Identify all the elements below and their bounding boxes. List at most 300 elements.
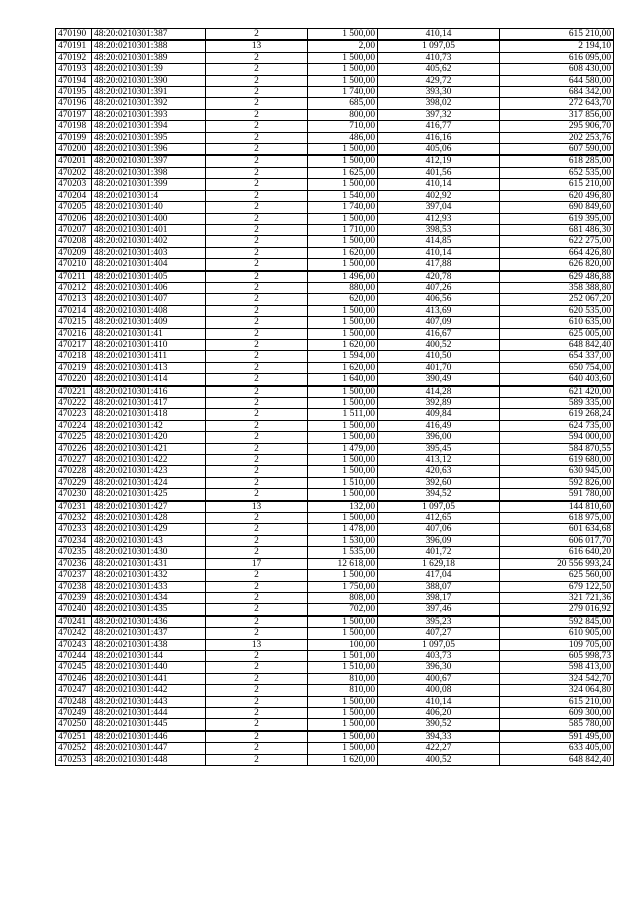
unit-value-cell: 410,14 <box>378 179 500 190</box>
cadastral-number-cell: 48:20:0210301:429 <box>92 524 206 535</box>
unit-value-cell: 390,52 <box>378 719 500 731</box>
cadastral-number-cell: 48:20:0210301:447 <box>92 743 206 754</box>
cadastral-number-cell: 48:20:0210301:407 <box>92 294 206 305</box>
row-number-cell: 470220 <box>56 374 92 386</box>
cadastral-value-cell: 615 210,00 <box>500 696 614 707</box>
category-cell: 2 <box>206 179 308 190</box>
cadastral-number-cell: 48:20:0210301:392 <box>92 98 206 109</box>
cadastral-number-cell: 48:20:0210301:442 <box>92 685 206 696</box>
table-row <box>56 477 614 488</box>
area-cell: 1 510,00 <box>308 662 378 673</box>
cadastral-number-cell: 48:20:0210301:438 <box>92 639 206 650</box>
unit-value-cell: 400,52 <box>378 339 500 350</box>
area-cell: 1 540,00 <box>308 190 378 201</box>
row-number-cell: 470229 <box>56 477 92 488</box>
area-cell: 1 640,00 <box>308 374 378 386</box>
cadastral-number-cell: 48:20:0210301:43 <box>92 535 206 546</box>
area-cell: 1 500,00 <box>308 696 378 707</box>
unit-value-cell: 401,56 <box>378 167 500 178</box>
table-row <box>56 420 614 431</box>
category-cell: 2 <box>206 604 308 616</box>
area-cell: 808,00 <box>308 592 378 603</box>
cadastral-number-cell: 48:20:0210301:397 <box>92 155 206 167</box>
unit-value-cell: 410,50 <box>378 351 500 362</box>
area-cell: 1 500,00 <box>308 432 378 443</box>
area-cell: 1 710,00 <box>308 224 378 235</box>
cadastral-number-cell: 48:20:0210301:448 <box>92 754 206 765</box>
row-number-cell: 470243 <box>56 639 92 650</box>
table-row <box>56 75 614 86</box>
row-number-cell: 470190 <box>56 29 92 41</box>
table-row <box>56 592 614 603</box>
row-number-cell: 470251 <box>56 731 92 743</box>
row-number-cell: 470218 <box>56 351 92 362</box>
cadastral-value-cell: 650 754,00 <box>500 362 614 373</box>
unit-value-cell: 407,09 <box>378 317 500 328</box>
area-cell: 810,00 <box>308 685 378 696</box>
row-number-cell: 470224 <box>56 420 92 431</box>
table-row <box>56 719 614 731</box>
table-row <box>56 202 614 213</box>
row-number-cell: 470207 <box>56 224 92 235</box>
row-number-cell: 470195 <box>56 87 92 98</box>
table-row <box>56 339 614 350</box>
table-row <box>56 662 614 673</box>
cadastral-value-cell: 622 275,00 <box>500 236 614 247</box>
row-number-cell: 470233 <box>56 524 92 535</box>
category-cell: 13 <box>206 639 308 650</box>
unit-value-cell: 400,67 <box>378 673 500 684</box>
row-number-cell: 470238 <box>56 581 92 592</box>
cadastral-value-cell: 652 535,00 <box>500 167 614 178</box>
row-number-cell: 470249 <box>56 707 92 718</box>
table-row <box>56 604 614 616</box>
cadastral-value-cell: 664 426,80 <box>500 247 614 258</box>
cadastral-number-cell: 48:20:0210301:434 <box>92 592 206 603</box>
unit-value-cell: 1 097,05 <box>378 639 500 650</box>
area-cell: 1 500,00 <box>308 731 378 743</box>
cadastral-value-cell: 629 486,88 <box>500 271 614 283</box>
table-row <box>56 121 614 132</box>
cadastral-number-cell: 48:20:0210301:441 <box>92 673 206 684</box>
area-cell: 1 500,00 <box>308 707 378 718</box>
cadastral-number-cell: 48:20:0210301:423 <box>92 466 206 477</box>
cadastral-value-cell: 606 017,70 <box>500 535 614 546</box>
cadastral-value-cell: 610 905,00 <box>500 628 614 639</box>
area-cell: 1 500,00 <box>308 719 378 731</box>
cadastral-value-cell: 609 300,00 <box>500 707 614 718</box>
row-number-cell: 470241 <box>56 616 92 628</box>
area-cell: 1 500,00 <box>308 628 378 639</box>
cadastral-value-cell: 202 253,76 <box>500 132 614 143</box>
unit-value-cell: 406,20 <box>378 707 500 718</box>
unit-value-cell: 410,14 <box>378 247 500 258</box>
unit-value-cell: 407,26 <box>378 282 500 293</box>
area-cell: 1 500,00 <box>308 398 378 409</box>
cadastral-value-cell: 618 975,00 <box>500 513 614 524</box>
unit-value-cell: 413,69 <box>378 305 500 316</box>
area-cell: 1 535,00 <box>308 547 378 558</box>
unit-value-cell: 390,49 <box>378 374 500 386</box>
category-cell: 2 <box>206 213 308 224</box>
table-row <box>56 190 614 201</box>
unit-value-cell: 410,14 <box>378 29 500 41</box>
area-cell: 880,00 <box>308 282 378 293</box>
category-cell: 2 <box>206 477 308 488</box>
category-cell: 2 <box>206 155 308 167</box>
cadastral-number-cell: 48:20:0210301:427 <box>92 501 206 513</box>
area-cell: 1 594,00 <box>308 351 378 362</box>
cadastral-number-cell: 48:20:0210301:431 <box>92 558 206 569</box>
cadastral-value-cell: 615 210,00 <box>500 29 614 41</box>
table-row <box>56 64 614 75</box>
cadastral-value-cell: 684 342,00 <box>500 87 614 98</box>
row-number-cell: 470202 <box>56 167 92 178</box>
area-cell: 685,00 <box>308 98 378 109</box>
cadastral-value-cell: 633 405,00 <box>500 743 614 754</box>
row-number-cell: 470210 <box>56 259 92 271</box>
table-row <box>56 731 614 743</box>
table-row <box>56 386 614 398</box>
unit-value-cell: 1 097,05 <box>378 501 500 513</box>
category-cell: 2 <box>206 282 308 293</box>
table-row <box>56 743 614 754</box>
cadastral-value-cell: 690 849,60 <box>500 202 614 213</box>
unit-value-cell: 394,33 <box>378 731 500 743</box>
cadastral-number-cell: 48:20:0210301:406 <box>92 282 206 293</box>
unit-value-cell: 394,52 <box>378 489 500 501</box>
cadastral-number-cell: 48:20:0210301:40 <box>92 202 206 213</box>
cadastral-value-cell: 279 016,92 <box>500 604 614 616</box>
unit-value-cell: 403,73 <box>378 650 500 661</box>
category-cell: 2 <box>206 581 308 592</box>
category-cell: 2 <box>206 362 308 373</box>
category-cell: 2 <box>206 673 308 684</box>
cadastral-value-cell: 608 430,00 <box>500 64 614 75</box>
cadastral-value-cell: 321 721,36 <box>500 592 614 603</box>
row-number-cell: 470203 <box>56 179 92 190</box>
cadastral-value-cell: 591 780,00 <box>500 489 614 501</box>
cadastral-number-cell: 48:20:0210301:42 <box>92 420 206 431</box>
cadastral-value-cell: 324 542,70 <box>500 673 614 684</box>
unit-value-cell: 412,65 <box>378 513 500 524</box>
unit-value-cell: 388,07 <box>378 581 500 592</box>
category-cell: 2 <box>206 570 308 581</box>
category-cell: 2 <box>206 547 308 558</box>
unit-value-cell: 398,02 <box>378 98 500 109</box>
cadastral-number-cell: 48:20:0210301:418 <box>92 409 206 420</box>
row-number-cell: 470191 <box>56 40 92 52</box>
unit-value-cell: 397,46 <box>378 604 500 616</box>
cadastral-number-cell: 48:20:0210301:398 <box>92 167 206 178</box>
category-cell: 2 <box>206 87 308 98</box>
cadastral-value-cell: 618 285,00 <box>500 155 614 167</box>
area-cell: 1 500,00 <box>308 317 378 328</box>
cadastral-number-cell: 48:20:0210301:445 <box>92 719 206 731</box>
row-number-cell: 470231 <box>56 501 92 513</box>
area-cell: 1 500,00 <box>308 570 378 581</box>
area-cell: 1 740,00 <box>308 202 378 213</box>
cadastral-number-cell: 48:20:0210301:444 <box>92 707 206 718</box>
table-row <box>56 650 614 661</box>
category-cell: 2 <box>206 52 308 63</box>
category-cell: 2 <box>206 398 308 409</box>
category-cell: 2 <box>206 443 308 454</box>
table-row <box>56 501 614 513</box>
unit-value-cell: 392,89 <box>378 398 500 409</box>
cadastral-number-cell: 48:20:0210301:446 <box>92 731 206 743</box>
table-row <box>56 581 614 592</box>
category-cell: 2 <box>206 259 308 271</box>
table-row <box>56 317 614 328</box>
area-cell: 710,00 <box>308 121 378 132</box>
category-cell: 2 <box>206 535 308 546</box>
cadastral-number-cell: 48:20:0210301:440 <box>92 662 206 673</box>
row-number-cell: 470245 <box>56 662 92 673</box>
area-cell: 800,00 <box>308 109 378 120</box>
area-cell: 1 500,00 <box>308 455 378 466</box>
cadastral-value-cell: 681 486,30 <box>500 224 614 235</box>
category-cell: 2 <box>206 696 308 707</box>
category-cell: 2 <box>206 121 308 132</box>
area-cell: 1 500,00 <box>308 743 378 754</box>
table-row <box>56 547 614 558</box>
row-number-cell: 470232 <box>56 513 92 524</box>
table-row <box>56 236 614 247</box>
category-cell: 2 <box>206 455 308 466</box>
category-cell: 2 <box>206 317 308 328</box>
row-number-cell: 470215 <box>56 317 92 328</box>
area-cell: 1 620,00 <box>308 339 378 350</box>
area-cell: 1 500,00 <box>308 386 378 398</box>
table-row <box>56 167 614 178</box>
row-number-cell: 470253 <box>56 754 92 765</box>
row-number-cell: 470193 <box>56 64 92 75</box>
cadastral-number-cell: 48:20:0210301:391 <box>92 87 206 98</box>
unit-value-cell: 414,28 <box>378 386 500 398</box>
cadastral-number-cell: 48:20:0210301:394 <box>92 121 206 132</box>
category-cell: 2 <box>206 75 308 86</box>
cadastral-value-cell: 592 845,00 <box>500 616 614 628</box>
category-cell: 2 <box>206 294 308 305</box>
cadastral-value-cell: 585 780,00 <box>500 719 614 731</box>
area-cell: 1 740,00 <box>308 87 378 98</box>
cadastral-number-cell: 48:20:0210301:430 <box>92 547 206 558</box>
row-number-cell: 470196 <box>56 98 92 109</box>
table-row <box>56 179 614 190</box>
cadastral-number-cell: 48:20:0210301:409 <box>92 317 206 328</box>
cadastral-value-cell: 616 640,20 <box>500 547 614 558</box>
table-row <box>56 673 614 684</box>
category-cell: 2 <box>206 351 308 362</box>
cadastral-value-cell: 272 643,70 <box>500 98 614 109</box>
cadastral-number-cell: 48:20:0210301:433 <box>92 581 206 592</box>
category-cell: 2 <box>206 374 308 386</box>
area-cell: 1 496,00 <box>308 271 378 283</box>
area-cell: 100,00 <box>308 639 378 650</box>
area-cell: 1 500,00 <box>308 420 378 431</box>
table-row <box>56 707 614 718</box>
area-cell: 1 500,00 <box>308 179 378 190</box>
row-number-cell: 470235 <box>56 547 92 558</box>
area-cell: 1 478,00 <box>308 524 378 535</box>
unit-value-cell: 400,08 <box>378 685 500 696</box>
table-row <box>56 696 614 707</box>
unit-value-cell: 417,88 <box>378 259 500 271</box>
cadastral-value-cell: 626 820,00 <box>500 259 614 271</box>
row-number-cell: 470201 <box>56 155 92 167</box>
unit-value-cell: 416,49 <box>378 420 500 431</box>
category-cell: 2 <box>206 224 308 235</box>
cadastral-value-cell: 594 000,00 <box>500 432 614 443</box>
row-number-cell: 470216 <box>56 328 92 339</box>
unit-value-cell: 401,72 <box>378 547 500 558</box>
category-cell: 2 <box>206 64 308 75</box>
cadastral-number-cell: 48:20:0210301:421 <box>92 443 206 454</box>
table-row <box>56 754 614 765</box>
category-cell: 2 <box>206 420 308 431</box>
unit-value-cell: 402,92 <box>378 190 500 201</box>
table-row <box>56 432 614 443</box>
category-cell: 2 <box>206 524 308 535</box>
row-number-cell: 470222 <box>56 398 92 409</box>
category-cell: 2 <box>206 628 308 639</box>
category-cell: 17 <box>206 558 308 569</box>
category-cell: 2 <box>206 271 308 283</box>
unit-value-cell: 407,27 <box>378 628 500 639</box>
cadastral-value-cell: 610 635,00 <box>500 317 614 328</box>
category-cell: 2 <box>206 731 308 743</box>
category-cell: 2 <box>206 305 308 316</box>
area-cell: 1 510,00 <box>308 477 378 488</box>
cadastral-number-cell: 48:20:0210301:4 <box>92 190 206 201</box>
area-cell: 1 500,00 <box>308 513 378 524</box>
cadastral-value-cell: 592 826,00 <box>500 477 614 488</box>
table-row <box>56 374 614 386</box>
table-row <box>56 466 614 477</box>
unit-value-cell: 406,56 <box>378 294 500 305</box>
category-cell: 2 <box>206 592 308 603</box>
table-row <box>56 535 614 546</box>
cadastral-number-cell: 48:20:0210301:411 <box>92 351 206 362</box>
row-number-cell: 470225 <box>56 432 92 443</box>
row-number-cell: 470198 <box>56 121 92 132</box>
table-row <box>56 489 614 501</box>
row-number-cell: 470212 <box>56 282 92 293</box>
cadastral-value-cell: 619 268,24 <box>500 409 614 420</box>
unit-value-cell: 416,16 <box>378 132 500 143</box>
cadastral-number-cell: 48:20:0210301:399 <box>92 179 206 190</box>
table-row <box>56 362 614 373</box>
row-number-cell: 470223 <box>56 409 92 420</box>
table-row <box>56 282 614 293</box>
unit-value-cell: 417,04 <box>378 570 500 581</box>
area-cell: 1 501,00 <box>308 650 378 661</box>
table-row <box>56 305 614 316</box>
table-row <box>56 132 614 143</box>
cadastral-number-cell: 48:20:0210301:443 <box>92 696 206 707</box>
row-number-cell: 470228 <box>56 466 92 477</box>
unit-value-cell: 396,09 <box>378 535 500 546</box>
cadastral-value-cell: 619 680,00 <box>500 455 614 466</box>
table-row <box>56 87 614 98</box>
cadastral-number-cell: 48:20:0210301:422 <box>92 455 206 466</box>
document-page <box>55 28 614 766</box>
category-cell: 2 <box>206 466 308 477</box>
category-cell: 2 <box>206 167 308 178</box>
area-cell: 1 500,00 <box>308 213 378 224</box>
cadastral-value-cell: 607 590,00 <box>500 144 614 156</box>
unit-value-cell: 410,73 <box>378 52 500 63</box>
area-cell: 1 500,00 <box>308 489 378 501</box>
area-cell: 1 620,00 <box>308 362 378 373</box>
row-number-cell: 470211 <box>56 271 92 283</box>
row-number-cell: 470192 <box>56 52 92 63</box>
cadastral-value-cell: 2 194,10 <box>500 40 614 52</box>
row-number-cell: 470219 <box>56 362 92 373</box>
table-row <box>56 524 614 535</box>
table-row <box>56 513 614 524</box>
row-number-cell: 470252 <box>56 743 92 754</box>
area-cell: 1 500,00 <box>308 616 378 628</box>
category-cell: 2 <box>206 685 308 696</box>
table-row <box>56 271 614 283</box>
area-cell: 1 750,00 <box>308 581 378 592</box>
cadastral-number-cell: 48:20:0210301:387 <box>92 29 206 41</box>
unit-value-cell: 405,62 <box>378 64 500 75</box>
cadastral-value-cell: 295 906,70 <box>500 121 614 132</box>
table-row <box>56 570 614 581</box>
row-number-cell: 470199 <box>56 132 92 143</box>
unit-value-cell: 416,67 <box>378 328 500 339</box>
cadastral-value-cell: 252 067,20 <box>500 294 614 305</box>
area-cell: 1 500,00 <box>308 466 378 477</box>
area-cell: 1 500,00 <box>308 29 378 41</box>
category-cell: 2 <box>206 754 308 765</box>
table-row <box>56 328 614 339</box>
table-row <box>56 398 614 409</box>
cadastral-value-cell: 589 335,00 <box>500 398 614 409</box>
unit-value-cell: 412,19 <box>378 155 500 167</box>
cadastral-number-cell: 48:20:0210301:424 <box>92 477 206 488</box>
unit-value-cell: 410,14 <box>378 696 500 707</box>
area-cell: 1 500,00 <box>308 305 378 316</box>
category-cell: 2 <box>206 29 308 41</box>
cadastral-value-cell: 109 705,00 <box>500 639 614 650</box>
table-row <box>56 247 614 258</box>
area-cell: 1 500,00 <box>308 328 378 339</box>
cadastral-number-cell: 48:20:0210301:395 <box>92 132 206 143</box>
cadastral-number-cell: 48:20:0210301:403 <box>92 247 206 258</box>
row-number-cell: 470213 <box>56 294 92 305</box>
unit-value-cell: 416,77 <box>378 121 500 132</box>
cadastral-number-cell: 48:20:0210301:389 <box>92 52 206 63</box>
category-cell: 2 <box>206 109 308 120</box>
category-cell: 2 <box>206 719 308 731</box>
cadastral-number-cell: 48:20:0210301:390 <box>92 75 206 86</box>
area-cell: 1 620,00 <box>308 754 378 765</box>
table-row <box>56 685 614 696</box>
unit-value-cell: 422,27 <box>378 743 500 754</box>
cadastral-value-table <box>55 28 614 766</box>
row-number-cell: 470250 <box>56 719 92 731</box>
cadastral-number-cell: 48:20:0210301:413 <box>92 362 206 373</box>
table-row <box>56 351 614 362</box>
area-cell: 1 530,00 <box>308 535 378 546</box>
area-cell: 1 511,00 <box>308 409 378 420</box>
table-row <box>56 40 614 52</box>
table-row <box>56 616 614 628</box>
